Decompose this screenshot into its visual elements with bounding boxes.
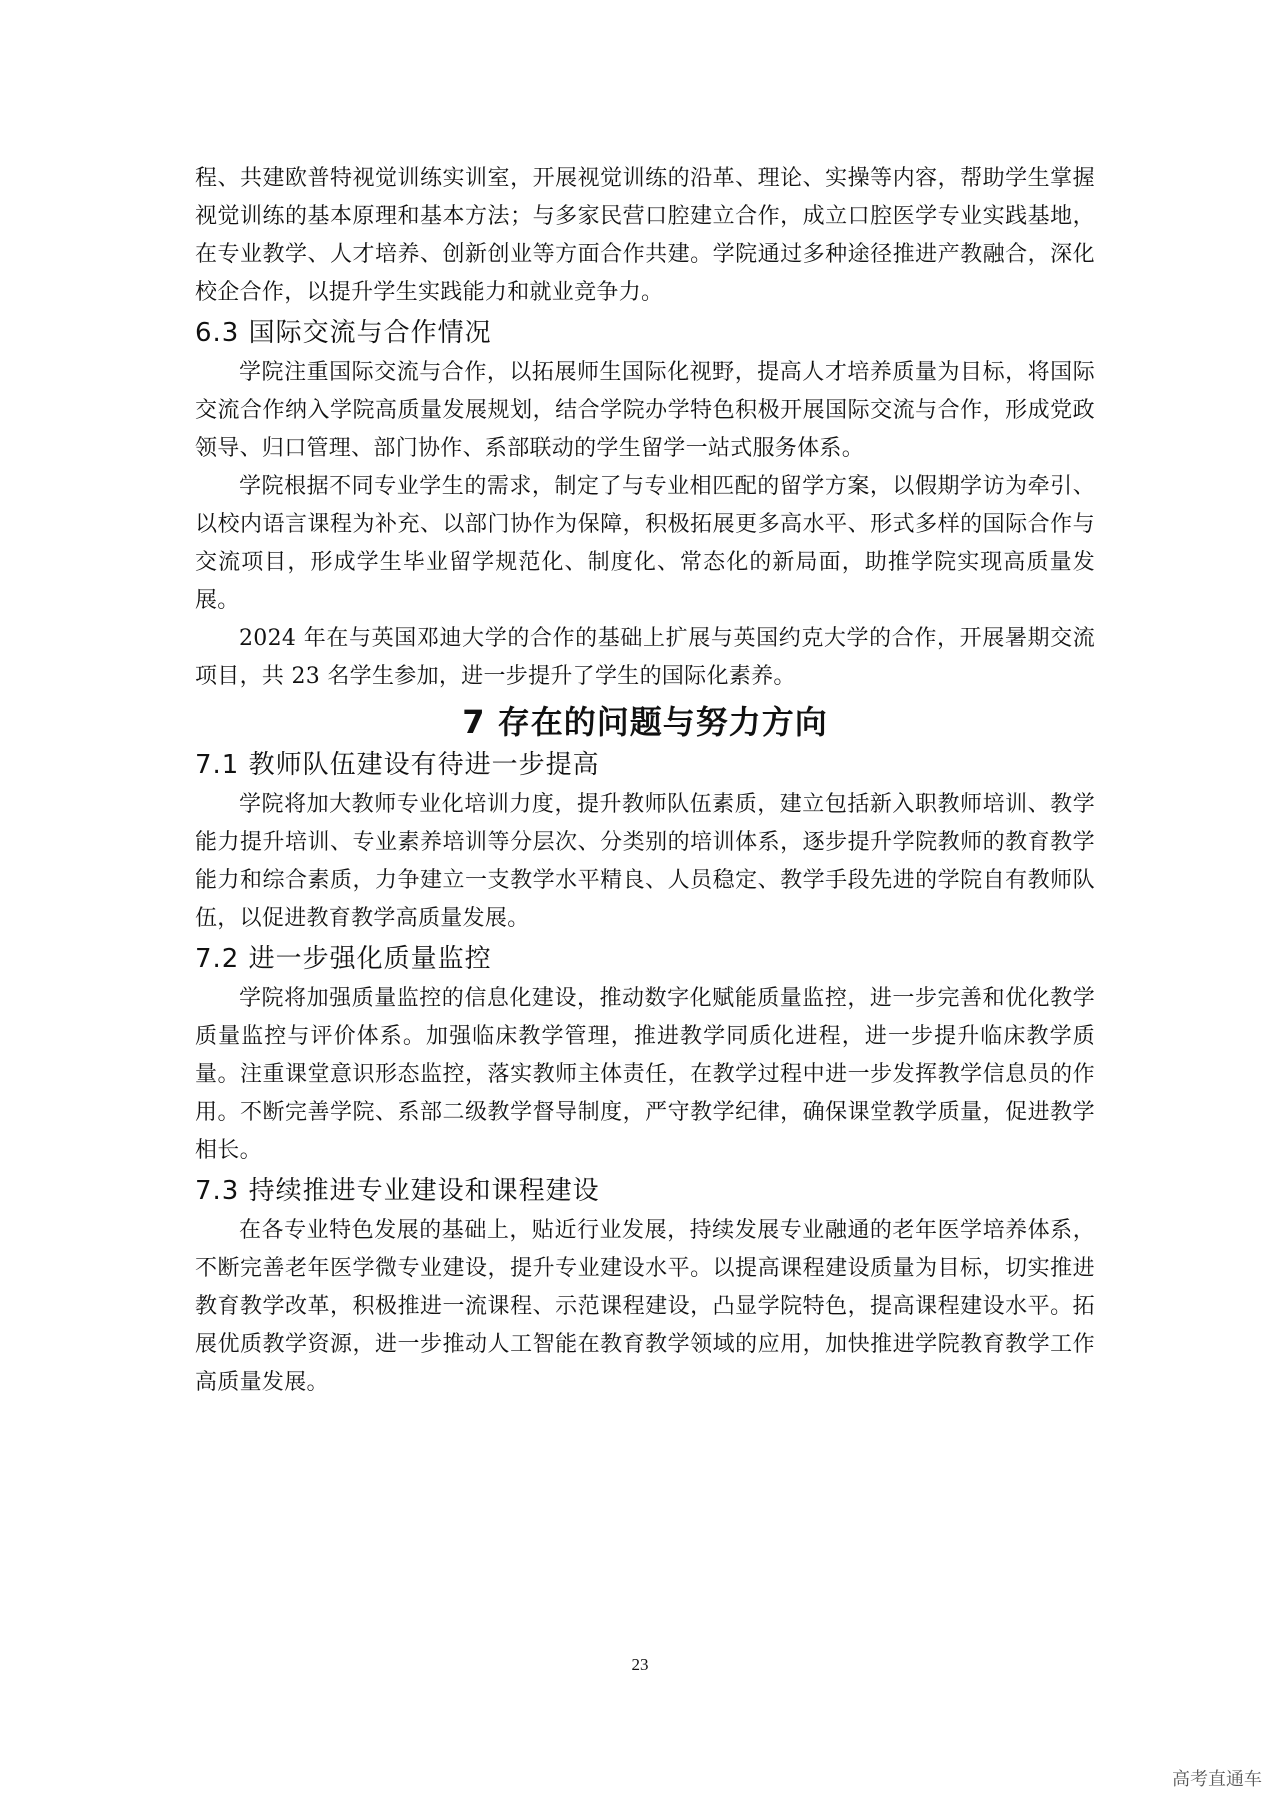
paragraph-study-abroad-plan: 学院根据不同专业学生的需求，制定了与专业相匹配的留学方案，以假期学访为牵引、以校内语言课程为补充、以部门协作为保障，积极拓展更多高水平、形式多样的国际合作与交流项目，形成学生毕业留学规范化、制度化、常态化的新局面，助推学院实现高质量发展。: [195, 474, 1095, 613]
section-heading-7-2: 7.2 进一步强化质量监控: [195, 944, 492, 974]
paragraph-program-course-building: 在各专业特色发展的基础上，贴近行业发展，持续发展专业融通的老年医学培养体系，不断完善老年医学微专业建设，提升专业建设水平。以提高课程建设质量为目标，切实推进教育教学改革，积极推进一流课程、示范课程建设，凸显学院特色，提高课程建设水平。拓展优质教学资源，进一步推动人工智能在教育教学领域的应用，加快推进学院教育教学工作高质量发展。: [195, 1218, 1095, 1395]
section-heading-6-3: 6.3 国际交流与合作情况: [195, 318, 492, 348]
watermark: 高考直通车: [1172, 1769, 1262, 1790]
document-body: [195, 160, 1095, 1402]
section-heading-7-1: 7.1 教师队伍建设有待进一步提高: [195, 750, 600, 780]
page-number: 23: [631, 1655, 649, 1674]
section-heading-7-3: 7.3 持续推进专业建设和课程建设: [195, 1176, 600, 1206]
paragraph-teacher-training: 学院将加大教师专业化培训力度，提升教师队伍素质，建立包括新入职教师培训、教学能力提升培训、专业素养培训等分层次、分类别的培训体系，逐步提升学院教师的教育教学能力和综合素质，力争建立一支教学水平精良、人员稳定、教学手段先进的学院自有教师队伍，以促进教育教学高质量发展。: [195, 792, 1095, 931]
chapter-heading-7: 7 存在的问题与努力方向: [462, 703, 828, 741]
paragraph-practice-bases-continued: 程、共建欧普特视觉训练实训室，开展视觉训练的沿革、理论、实操等内容，帮助学生掌握视觉训练的基本原理和基本方法；与多家民营口腔建立合作，成立口腔医学专业实践基地，在专业教学、人才培养、创新创业等方面合作共建。学院通过多种途径推进产教融合，深化校企合作，以提升学生实践能力和就业竞争力。: [195, 166, 1095, 305]
paragraph-international-exchange: 学院注重国际交流与合作，以拓展师生国际化视野，提高人才培养质量为目标，将国际交流合作纳入学院高质量发展规划，结合学院办学特色积极开展国际交流与合作，形成党政领导、归口管理、部门协作、系部联动的学生留学一站式服务体系。: [195, 360, 1095, 461]
paragraph-quality-monitoring: 学院将加强质量监控的信息化建设，推动数字化赋能质量监控，进一步完善和优化教学质量监控与评价体系。加强临床教学管理，推进教学同质化进程，进一步提升临床教学质量。注重课堂意识形态监控，落实教师主体责任，在教学过程中进一步发挥教学信息员的作用。不断完善学院、系部二级教学督导制度，严守教学纪律，确保课堂教学质量，促进教学相长。: [195, 986, 1095, 1163]
paragraph-2024-exchange: 2024 年在与英国邓迪大学的合作的基础上扩展与英国约克大学的合作，开展暑期交流项目，共 23 名学生参加，进一步提升了学生的国际化素养。: [195, 626, 1095, 689]
